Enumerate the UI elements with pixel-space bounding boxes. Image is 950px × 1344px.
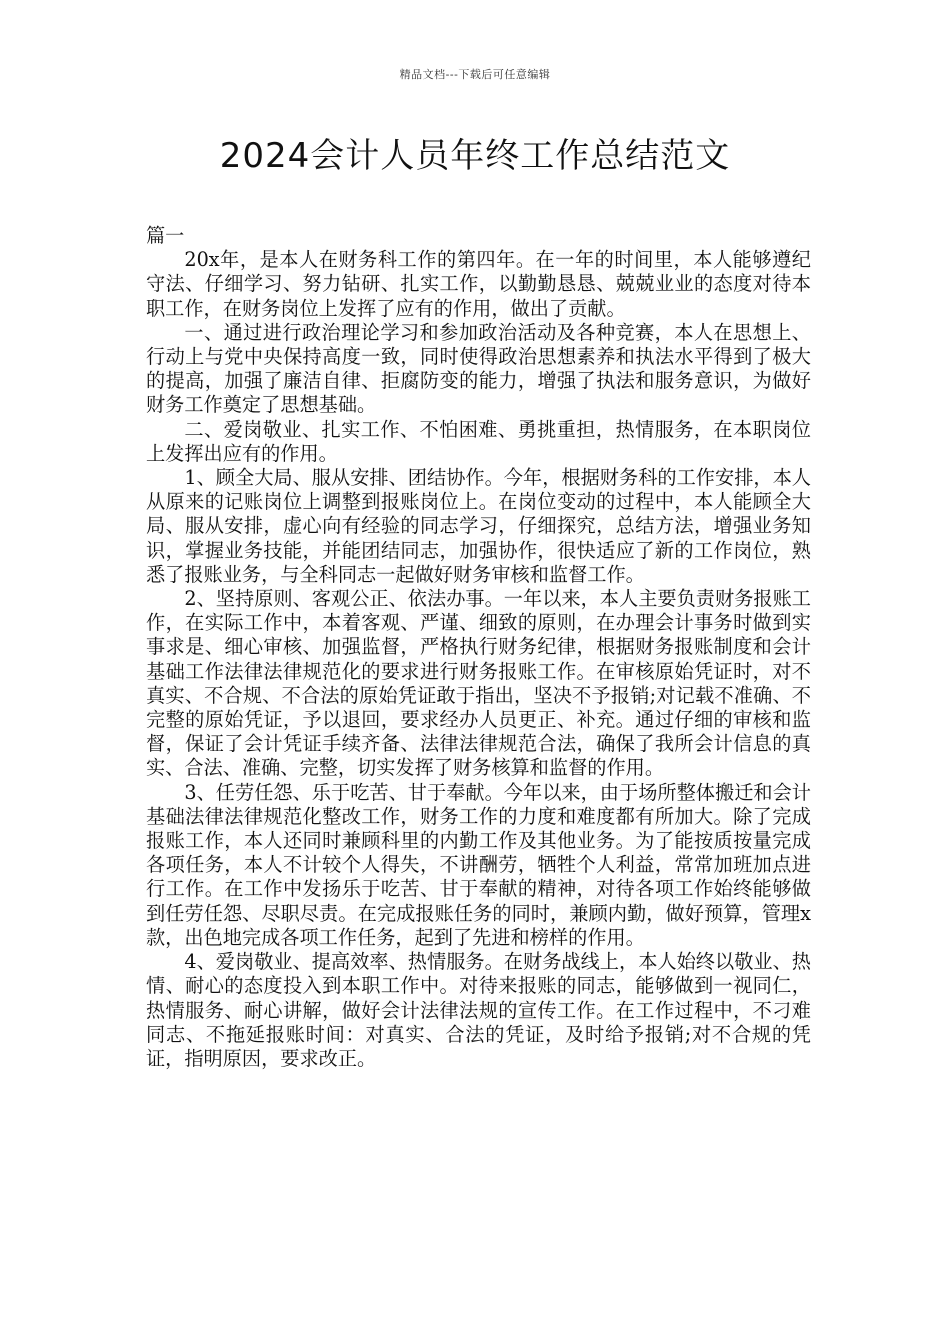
header-note: 精品文档---下载后可任意编辑 bbox=[399, 68, 551, 81]
paragraph-subpoint-1: 1、顾全大局、服从安排、团结协作。今年，根据财务科的工作安排，本人从原来的记账岗位上调整到报账岗位上。在岗位变动的过程中，本人能顾全大局、服从安排，虚心向有经验的同志学习，仔细探究，总结方法，增强业务知识，掌握业务技能，并能团结同志，加强协作，很快适应了新的工作岗位，熟悉了报账业务，与全科同志一起做好财务审核和监督工作。 bbox=[146, 466, 811, 586]
document-body bbox=[146, 224, 811, 1071]
paragraph-subpoint-4: 4、爱岗敬业、提高效率、热情服务。在财务战线上，本人始终以敬业、热情、耐心的态度投入到本职工作中。对待来报账的同志，能够做到一视同仁，热情服务、耐心讲解，做好会计法律法规的宣传工作。在工作过程中，不刁难同志、不拖延报账时间：对真实、合法的凭证，及时给予报销;对不合规的凭证，指明原因，要求改正。 bbox=[146, 950, 811, 1070]
document-title: 2024会计人员年终工作总结范文 bbox=[219, 136, 731, 176]
section-label: 篇一 bbox=[146, 224, 185, 247]
paragraph-point-2: 二、爱岗敬业、扎实工作、不怕困难、勇挑重担，热情服务，在本职岗位上发挥出应有的作用。 bbox=[146, 417, 811, 465]
paragraph-intro: 20x年，是本人在财务科工作的第四年。在一年的时间里，本人能够遵纪守法、仔细学习、努力钻研、扎实工作，以勤勤恳恳、兢兢业业的态度对待本职工作，在财务岗位上发挥了应有的作用，做出了贡献。 bbox=[146, 248, 811, 320]
paragraph-point-1: 一、通过进行政治理论学习和参加政治活动及各种竞赛，本人在思想上、行动上与党中央保持高度一致，同时使得政治思想素养和执法水平得到了极大的提高，加强了廉洁自律、拒腐防变的能力，增强了执法和服务意识，为做好财务工作奠定了思想基础。 bbox=[146, 320, 811, 417]
paragraph-subpoint-2: 2、坚持原则、客观公正、依法办事。一年以来，本人主要负责财务报账工作，在实际工作中，本着客观、严谨、细致的原则，在办理会计事务时做到实事求是、细心审核、加强监督，严格执行财务纪律，根据财务报账制度和会计基础工作法律法律规范化的要求进行财务报账工作。在审核原始凭证时，对不真实、不合规、不合法的原始凭证敢于指出，坚决不予报销;对记载不准确、不完整的原始凭证，予以退回，要求经办人员更正、补充。通过仔细的审核和监督，保证了会计凭证手续齐备、法律法律规范合法，确保了我所会计信息的真实、合法、准确、完整，切实发挥了财务核算和监督的作用。 bbox=[146, 587, 811, 780]
paragraph-subpoint-3: 3、任劳任怨、乐于吃苦、甘于奉献。今年以来，由于场所整体搬迁和会计基础法律法律规范化整改工作，财务工作的力度和难度都有所加大。除了完成报账工作，本人还同时兼顾科里的内勤工作及其他业务。为了能按质按量完成各项任务，本人不计较个人得失，不讲酬劳，牺牲个人利益，常常加班加点进行工作。在工作中发扬乐于吃苦、甘于奉献的精神，对待各项工作始终能够做到任劳任怨、尽职尽责。在完成报账任务的同时，兼顾内勤，做好预算，管理x款，出色地完成各项工作任务，起到了先进和榜样的作用。 bbox=[146, 780, 811, 949]
